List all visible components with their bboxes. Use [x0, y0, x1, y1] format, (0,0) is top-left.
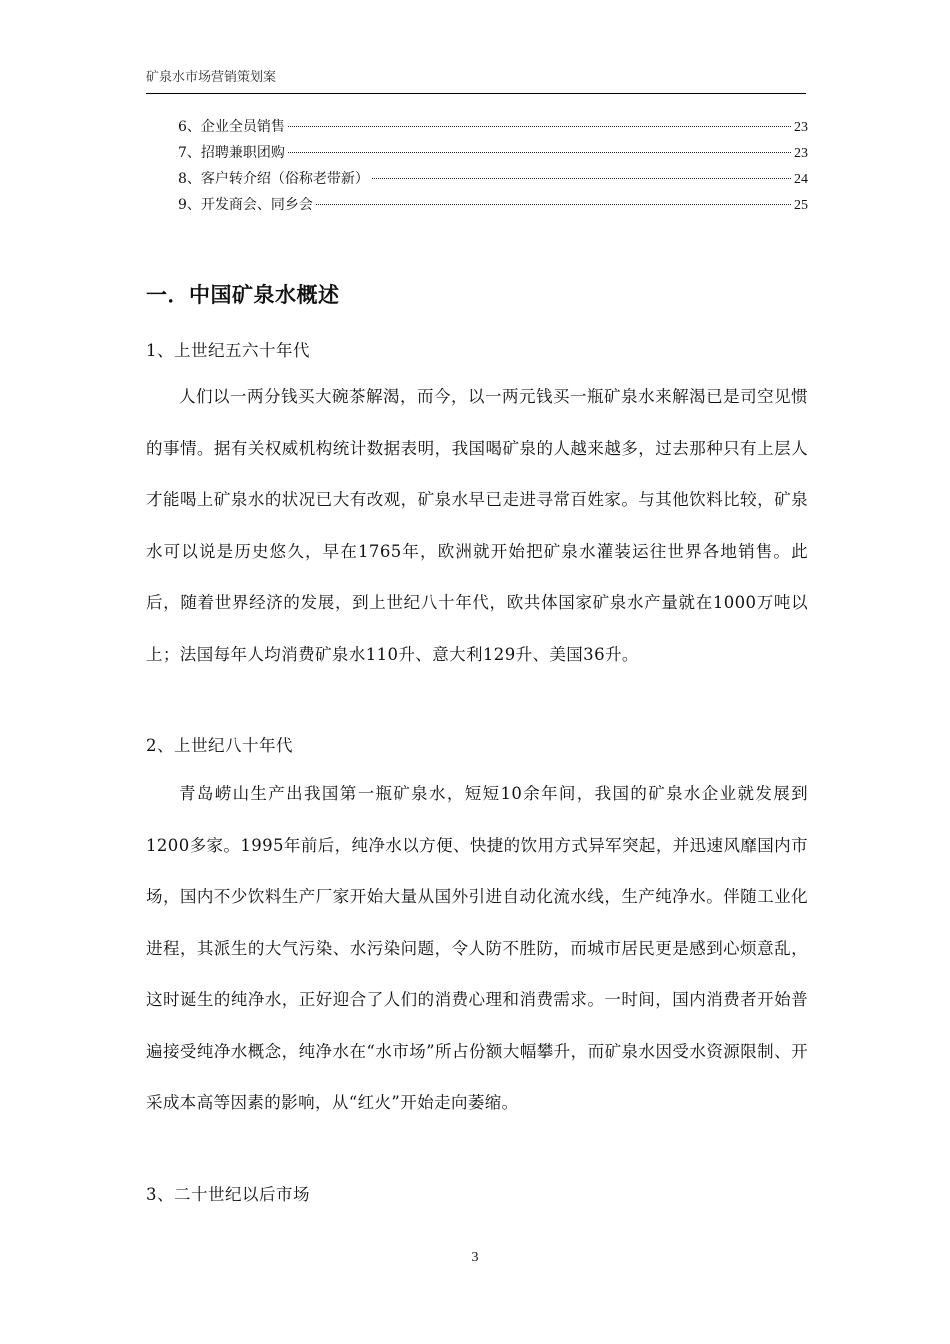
section-heading: 一．中国矿泉水概述 [146, 282, 340, 307]
subsection-heading: 2、上世纪八十年代 [146, 736, 293, 755]
page-header [146, 70, 806, 94]
toc-entry-page: 25 [794, 198, 808, 213]
toc-entry-page: 23 [794, 146, 808, 161]
toc-entry-page: 23 [794, 120, 808, 135]
page-number: 3 [471, 1250, 479, 1265]
body-paragraph: 青岛崂山生产出我国第一瓶矿泉水，短短10余年间，我国的矿泉水企业就发展到1200多家。1995年前后，纯净水以方便、快捷的饮用方式异军突起，并迅速风靡国内市场，国内不少饮料生产厂家开始大量从国外引进自动化流水线，生产纯净水。伴随工业化进程，其派生的大气污染、水污染问题，令人防不胜防，而城市居民更是感到心烦意乱，这时诞生的纯净水，正好迎合了人们的消费心理和消费需求。一时间，国内消费者开始普遍接受纯净水概念，纯净水在“水市场”所占份额大幅攀升，而矿泉水因受水资源限制、开采成本高等因素的影响，从“红火”开始走向萎缩。 [146, 784, 808, 1112]
table-of-contents [178, 117, 808, 221]
toc-entry[interactable] [178, 143, 808, 169]
toc-entry[interactable] [178, 195, 808, 221]
toc-entry[interactable] [178, 169, 808, 195]
toc-entry-label: 9、开发商会、同乡会 [178, 197, 313, 213]
toc-entry-label: 6、企业全员销售 [178, 119, 285, 135]
toc-dot-leader [288, 152, 791, 153]
toc-dot-leader [288, 126, 791, 127]
toc-entry[interactable] [178, 117, 808, 143]
toc-dot-leader [316, 204, 791, 205]
subsection-heading: 3、二十世纪以后市场 [146, 1185, 310, 1204]
document-title: 矿泉水市场营销策划案 [146, 70, 277, 85]
toc-dot-leader [372, 178, 791, 179]
toc-entry-label: 8、客户转介绍（俗称老带新） [178, 171, 369, 187]
body-paragraph: 人们以一两分钱买大碗茶解渴，而今，以一两元钱买一瓶矿泉水来解渴已是司空见惯的事情。据有关权威机构统计数据表明，我国喝矿泉的人越来越多，过去那种只有上层人才能喝上矿泉水的状况已大有改观，矿泉水早已走进寻常百姓家。与其他饮料比较，矿泉水可以说是历史悠久，早在1765年，欧洲就开始把矿泉水灌装运往世界各地销售。此后，随着世界经济的发展，到上世纪八十年代，欧共体国家矿泉水产量就在1000万吨以上；法国每年人均消费矿泉水110升、意大利129升、美国36升。 [146, 387, 808, 664]
subsection-heading: 1、上世纪五六十年代 [146, 341, 310, 360]
toc-entry-label: 7、招聘兼职团购 [178, 145, 285, 161]
toc-entry-page: 24 [794, 172, 808, 187]
